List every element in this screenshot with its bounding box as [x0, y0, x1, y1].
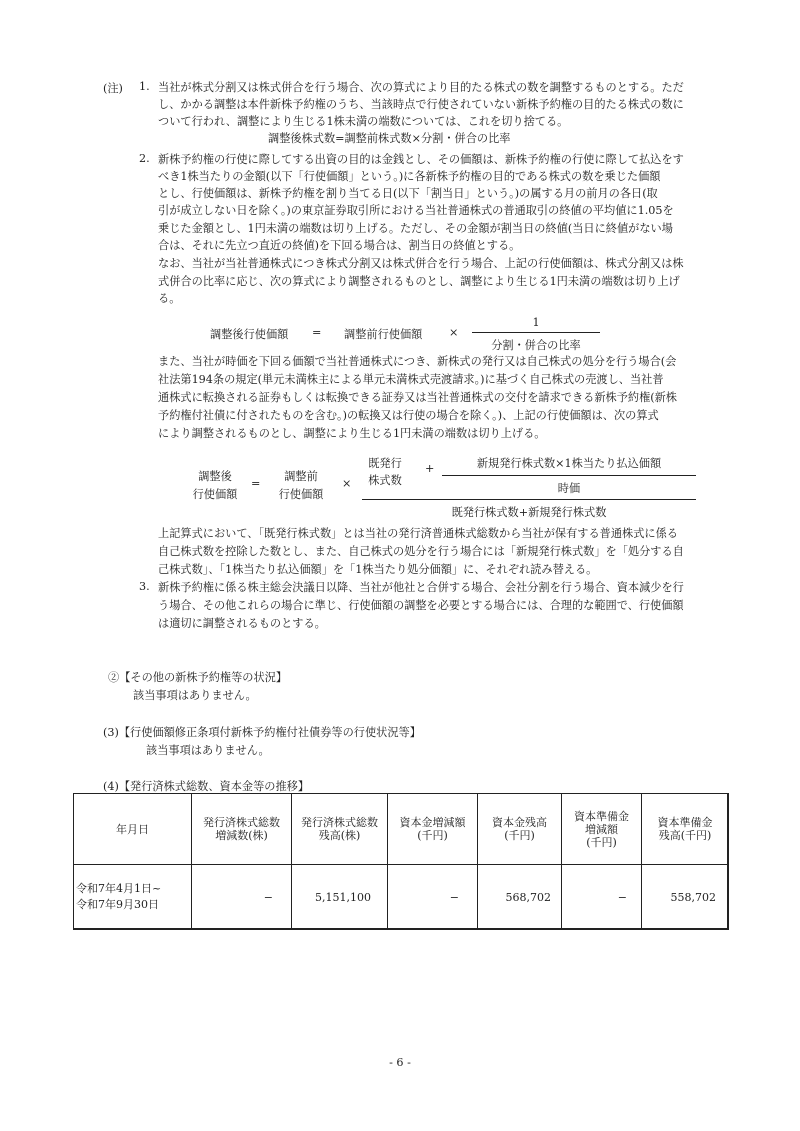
- formula2-rhs-line2: 行使価額: [278, 488, 324, 501]
- cell-capital-balance: 568,702: [478, 865, 562, 930]
- shares-capital-table: [73, 793, 729, 930]
- header-text: 増減額: [585, 822, 618, 836]
- header-text: (千円): [586, 835, 617, 849]
- formula2-lhs-line1: 調整後: [198, 470, 232, 483]
- header-reserve-balance: [642, 794, 729, 865]
- cell-reserve-balance: 558,702: [642, 865, 729, 930]
- header-text: 残高(株): [318, 829, 361, 842]
- formula1-numerator: 1: [532, 316, 540, 329]
- note-3-line: 新株予約権に係る株主総会決議日以降、当社が他社と合併する場合、会社分割を行う場合、資本減少を行: [158, 581, 684, 594]
- formula2-denominator: 既発行株式数+新規発行株式数: [451, 506, 607, 519]
- section-exercise-status-body: 該当事項はありません。: [146, 744, 270, 757]
- note-2-number: 2.: [139, 152, 150, 165]
- header-text: (千円): [417, 829, 448, 842]
- note-2-line: 引が成立しない日を除く。)の東京証券取引所における当社普通株式の普通取引の終値の平均値に1.05を: [158, 204, 674, 217]
- note-3-number: 3.: [139, 580, 150, 593]
- header-text: 資本準備金: [657, 816, 713, 829]
- header-reserve-change: [562, 794, 642, 865]
- note-2-line: なお、当社が当社普通株式につき株式分割又は株式併合を行う場合、上記の行使価額は、株式分割又は株: [158, 257, 684, 270]
- section-other-rights-title: ②【その他の新株予約権等の状況】: [108, 671, 288, 684]
- formula2-lhs-line2: 行使価額: [192, 488, 238, 501]
- note-1-formula: 調整後株式数=調整前株式数×分割・併合の比率: [268, 132, 511, 145]
- note-2-line: 社法第194条の規定(単元未満株主による単元未満株式売渡請求。)に基づく自己株式の売渡し、当社普: [158, 373, 664, 386]
- note-2-line: 乗じた金額とし、1円未満の端数は切り上げる。ただし、その金額が割当日の終値(当日に終値がない場: [158, 222, 673, 235]
- header-shares-change: [192, 794, 292, 865]
- formula1-fraction-bar: [472, 332, 600, 333]
- note-2-line: 新株予約権の行使に際してする出資の目的は金銭とし、その価額は、新株予約権の行使に際して払込をす: [158, 153, 684, 166]
- cell-date: [74, 865, 192, 930]
- header-text: 資本準備金: [574, 809, 629, 823]
- header-date: [74, 794, 192, 865]
- note-2-line: により調整されるものとし、調整により生じる1円未満の端数は切り上げる。: [158, 427, 546, 440]
- section-shares-capital-title: (4)【発行済株式総数、資本金等の推移】: [103, 780, 310, 793]
- formula2-plus: +: [425, 462, 435, 475]
- section-other-rights-body: 該当事項はありません。: [133, 689, 257, 702]
- cell-date-line2: 令和7年9月30日: [76, 898, 159, 911]
- formula1-times: ×: [449, 326, 459, 339]
- cell-shares-change: −: [192, 865, 292, 930]
- cell-date-line1: 令和7年4月1日~: [76, 882, 162, 895]
- formula2-times: ×: [342, 477, 352, 490]
- section-exercise-status-title: (3)【行使価額修正条項付新株予約権付社債券等の行使状況等】: [103, 726, 421, 739]
- header-text: (千円): [504, 829, 535, 842]
- note-3-line: は適切に調整されるものとする。: [158, 617, 326, 630]
- formula1-equals: =: [312, 326, 322, 339]
- header-text: 残高(千円): [658, 829, 712, 842]
- note-1-line: 当社が株式分割又は株式併合を行う場合、次の算式により目的たる株式の数を調整するものとする。ただ: [158, 81, 684, 94]
- notes-label: (注): [103, 82, 123, 95]
- note-1-line: ついて行われ、調整により生じる1株未満の端数については、これを切り捨てる。: [158, 115, 569, 128]
- header-shares-balance: [292, 794, 388, 865]
- header-text: 資本金残高: [492, 816, 547, 829]
- formula2-equals: =: [251, 477, 261, 490]
- note-2-line: 自己株式数を控除した数とし、また、自己株式の処分を行う場合には「新規発行株式数」を「処分する自: [158, 545, 684, 558]
- table-header-row: [74, 794, 729, 865]
- note-2-line: 己株式数」、「1株当たり払込価額」を「1株当たり処分価額」に、それぞれ読み替える。: [158, 563, 598, 576]
- formula2-existing-line1: 既発行: [368, 457, 402, 470]
- formula2-inner-fraction-bar: [442, 475, 696, 476]
- header-text: 発行済株式総数: [301, 816, 378, 829]
- note-2-line: 合は、それに先立つ直近の終値)を下回る場合は、割当日の終値とする。: [158, 239, 521, 252]
- note-2-line: 式併合の比率に応じ、次の算式により調整されるものとし、調整により生じる1円未満の端数は切り上げ: [158, 275, 680, 288]
- note-1-line: し、かかる調整は本件新株予約権のうち、当該時点で行使されていない新株予約権の目的たる株式の数に: [158, 98, 684, 111]
- cell-shares-balance: 5,151,100: [292, 865, 388, 930]
- header-text: 年月日: [116, 822, 149, 836]
- header-capital-change: [388, 794, 478, 865]
- header-text: 増減数(株): [215, 829, 268, 842]
- page-number: - 6 -: [389, 1056, 411, 1069]
- formula2-rhs-line1: 調整前: [284, 470, 318, 483]
- note-2-line: る。: [158, 292, 181, 305]
- formula2-existing-line2: 株式数: [368, 474, 402, 487]
- header-capital-balance: [478, 794, 562, 865]
- note-3-line: う場合、その他これらの場合に準じ、行使価額の調整を必要とする場合には、合理的な範囲で、行使価額: [158, 599, 684, 612]
- note-2-line: べき1株当たりの金額(以下「行使価額」という。)に各新株予約権の目的である株式の数を乗じた価額: [158, 170, 661, 183]
- cell-reserve-change: −: [562, 865, 642, 930]
- note-1-number: 1.: [139, 80, 150, 93]
- note-2-line: とし、行使価額は、新株予約権を割り当てる日(以下「割当日」という。)の属する月の前月の各日(取: [158, 187, 658, 200]
- header-text: 発行済株式総数: [203, 816, 280, 829]
- cell-capital-change: −: [388, 865, 478, 930]
- formula2-inner-numerator: 新規発行株式数×1株当たり払込価額: [476, 457, 662, 470]
- formula1-denominator: 分割・併合の比率: [491, 339, 581, 352]
- note-2-line: 上記算式において、「既発行株式数」とは当社の発行済普通株式総数から当社が保有する普通株式に係る: [158, 527, 678, 540]
- formula1-lhs: 調整後行使価額: [210, 328, 289, 341]
- formula2-fraction-bar: [362, 499, 696, 500]
- formula2-inner-denominator: 時価: [557, 482, 581, 495]
- table-row: [74, 865, 729, 930]
- note-2-line: また、当社が時価を下回る価額で当社普通株式につき、新株式の発行又は自己株式の処分を行う場合(会: [158, 355, 677, 368]
- note-2-line: 通株式に転換される証券もしくは転換できる証券又は当社普通株式の交付を請求できる新株予約権(新株: [158, 391, 677, 404]
- note-2-line: 予約権付社債に付されたものを含む。)の転換又は行使の場合を除く。)、上記の行使価額は、次の算式: [158, 409, 659, 422]
- header-text: 資本金増減額: [399, 816, 466, 829]
- formula1-rhs: 調整前行使価額: [344, 328, 423, 341]
